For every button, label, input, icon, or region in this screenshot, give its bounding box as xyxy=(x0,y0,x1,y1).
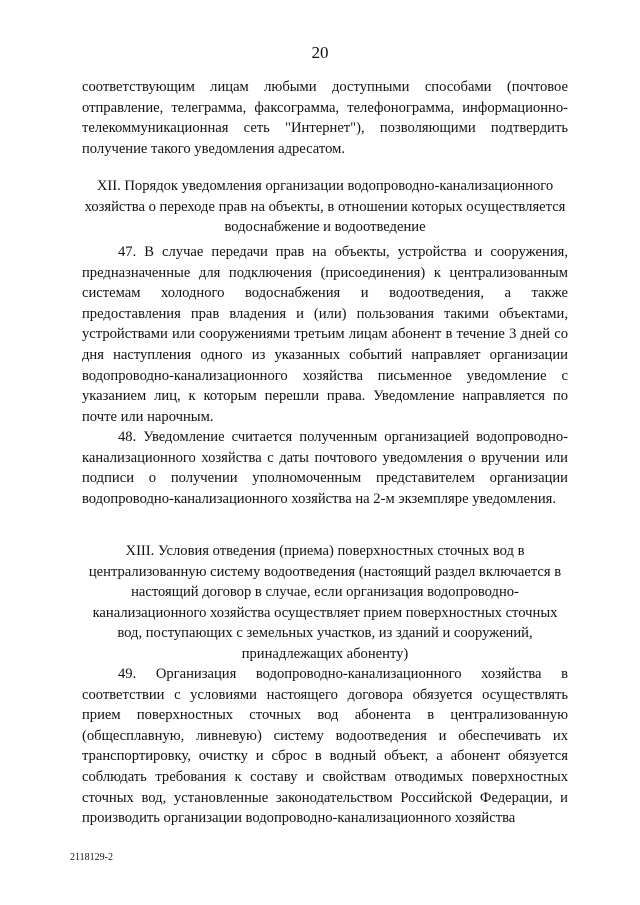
section-12 xyxy=(82,176,568,238)
section-12-heading: XII. Порядок уведомления организации водопроводно-канализационного хозяйства о переходе прав на объекты, в отношении которых осуществляется водоснабжение и водоотведение xyxy=(84,178,566,236)
intro-text: соответствующим лицам любыми доступными способами (почтовое отправление, телеграмма, факсограмма, телефонограмма, информационно-телекоммуникационная сеть "Интернет"), позволяющими подтвердить получение такого уведомления адресатом. xyxy=(82,79,568,157)
paragraph-47 xyxy=(82,242,568,448)
intro-paragraph xyxy=(82,77,568,180)
section-13-heading: XIII. Условия отведения (приема) поверхностных сточных вод в централизованную систему водоотведения (настоящий раздел включается в настоящий договор в случае, если организация водопроводно-канализационного хозяйства осуществляет прием поверхностных сточных вод, поступающих с земельных участков, из зданий и сооружений, принадлежащих абоненту) xyxy=(88,543,562,662)
paragraph-48 xyxy=(82,427,568,530)
page-number: 20 xyxy=(311,43,329,62)
section-13 xyxy=(82,541,568,665)
paragraph-49 xyxy=(82,664,568,849)
paragraph-48-text: 48. Уведомление считается полученным организацией водопроводно-канализационного хозяйства с даты почтового уведомления о вручении или подписи о получении уполномоченным представителем организации водопроводно-канализационного хозяйства на 2-м экземпляре уведомления. xyxy=(82,429,568,507)
paragraph-49-text: 49. Организация водопроводно-канализационного хозяйства в соответствии с условиями настоящего договора обязуется осуществлять прием поверхностных сточных вод абонента в централизованную (общесплавную, ливневую) систему водоотведения и обеспечивать их транспортировку, очистку и сброс в водный объект, а абонент обязуется соблюдать требования к составу и свойствам отводимых поверхностных сточных вод, установленные законодательством Российской Федерации, и производить организации водопроводно-канализационного хозяйства xyxy=(82,666,568,827)
document-code: 2118129-2 xyxy=(70,852,113,863)
paragraph-47-text: 47. В случае передачи прав на объекты, устройства и сооружения, предназначенные для подключения (присоединения) к централизованным системам холодного водоснабжения и водоотведения, а также предоставления прав владения и (или) пользования такими объектами, устройствами или сооружениями третьим лицам абонент в течение 3 дней со дня наступления одного из указанных событий направляет организации водопроводно-канализационного хозяйства письменное уведомление с указанием лиц, к которым перешли права. Уведомление направляется по почте или нарочным. xyxy=(82,244,568,425)
